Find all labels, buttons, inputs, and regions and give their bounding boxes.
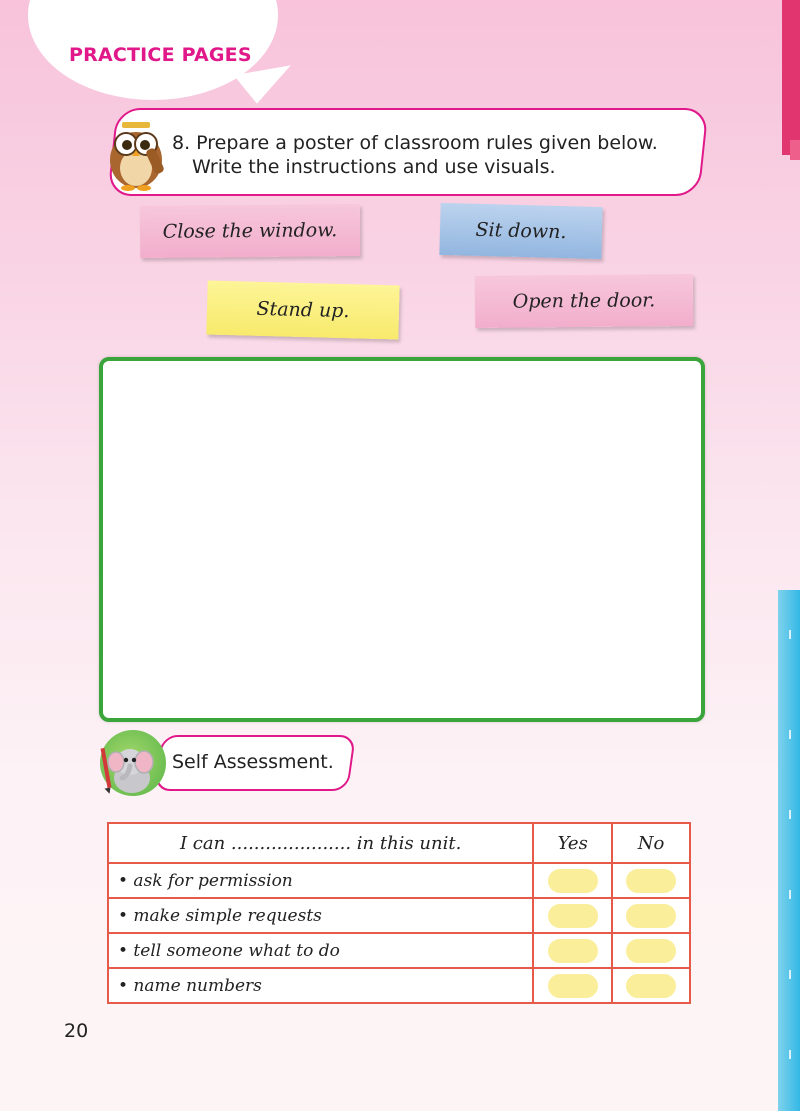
header-yes: Yes: [533, 823, 612, 863]
page-edge-tab-pink-small: [790, 140, 800, 160]
sticky-note-stand-up: Stand up.: [206, 280, 399, 339]
header-i-can: I can ..................... in this unit.: [108, 823, 533, 863]
question-line-2: Write the instructions and use visuals.: [192, 156, 556, 178]
yes-checkbox[interactable]: [533, 898, 612, 933]
no-checkbox[interactable]: [612, 933, 690, 968]
question-line-1: 8. Prepare a poster of classroom rules given below.: [172, 132, 658, 154]
yes-checkbox[interactable]: [533, 863, 612, 898]
page-number: 20: [64, 1020, 89, 1042]
yes-checkbox[interactable]: [533, 968, 612, 1003]
poster-drawing-area[interactable]: [99, 357, 705, 722]
no-checkbox[interactable]: [612, 863, 690, 898]
section-title: PRACTICE PAGES: [69, 44, 252, 66]
sticky-note-close-window: Close the window.: [140, 204, 360, 258]
skill-name-numbers: • name numbers: [108, 968, 533, 1003]
table-row: [108, 863, 690, 898]
self-assessment-title: Self Assessment.: [172, 751, 334, 773]
no-checkbox[interactable]: [612, 898, 690, 933]
header-no: No: [612, 823, 690, 863]
owl-icon: [100, 112, 172, 192]
sticky-note-open-door: Open the door.: [475, 274, 693, 328]
elephant-icon: [98, 738, 160, 798]
table-row: [108, 898, 690, 933]
question-text: [172, 131, 682, 179]
page-edge-tab-blue: [778, 590, 800, 1111]
table-row: [108, 933, 690, 968]
table-header-row: [108, 823, 690, 863]
skill-tell-someone: • tell someone what to do: [108, 933, 533, 968]
no-checkbox[interactable]: [612, 968, 690, 1003]
sticky-note-sit-down: Sit down.: [439, 203, 602, 259]
skill-simple-requests: • make simple requests: [108, 898, 533, 933]
page-edge-tab-pink: [782, 0, 800, 155]
table-row: [108, 968, 690, 1003]
self-assessment-table: [107, 822, 691, 1004]
yes-checkbox[interactable]: [533, 933, 612, 968]
skill-ask-permission: • ask for permission: [108, 863, 533, 898]
